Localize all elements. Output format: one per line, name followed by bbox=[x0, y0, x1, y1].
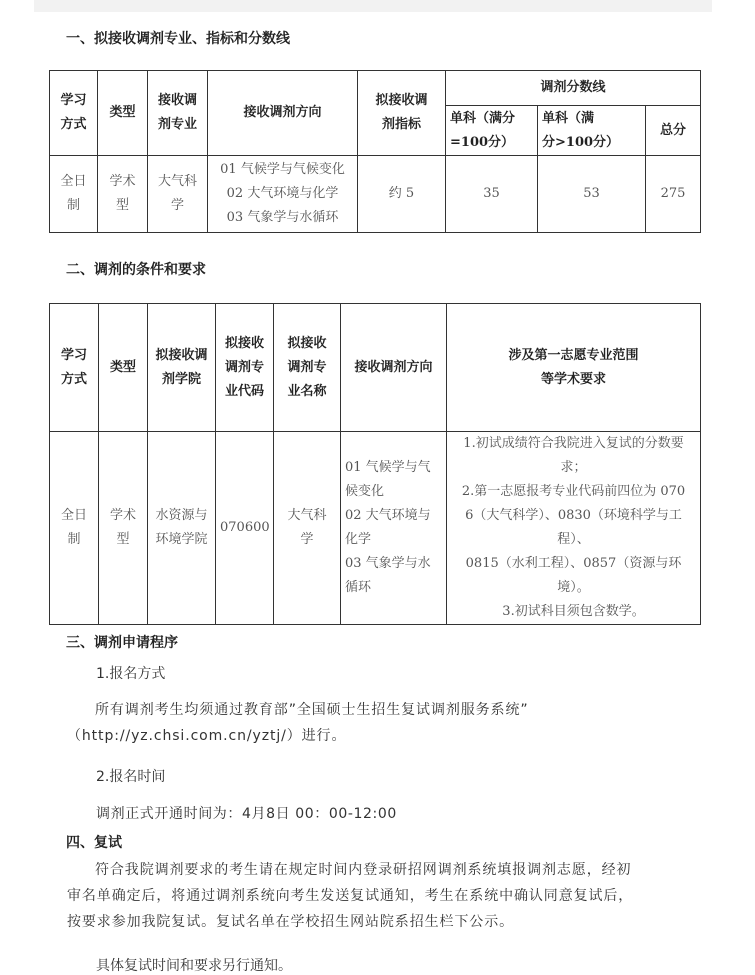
header-study-mode-2: 学习 方式 bbox=[50, 304, 99, 432]
cell-directions-2: 01 气候学与气 候变化 02 大气环境与 化学 03 气象学与水 循环 bbox=[341, 432, 447, 625]
header-requirements: 涉及第一志愿专业范围 等学术要求 bbox=[447, 304, 701, 432]
section3-heading: 三、调剂申请程序 bbox=[66, 635, 178, 651]
cell-college: 水资源与 环境学院 bbox=[148, 432, 216, 625]
cell-quota: 约 5 bbox=[358, 156, 446, 233]
cell-type: 学术 型 bbox=[98, 156, 148, 233]
subheading-registration-time: 2.报名时间 bbox=[96, 769, 166, 785]
cell-type-2: 学术 型 bbox=[99, 432, 148, 625]
table-quota bbox=[49, 70, 701, 233]
cell-single-100: 35 bbox=[446, 156, 538, 233]
cell-code: 070600 bbox=[216, 432, 274, 625]
cell-requirements: 1.初试成绩符合我院进入复试的分数要 求； 2.第一志愿报考专业代码前四位为 070 6（大气科学）、0830（环境科学与工程）、 0815（水利工程）、0857（资源与环境）。 3.初试科目须包含数学。 bbox=[447, 432, 701, 625]
registration-time-text: 调剂正式开通时间为：4月8日 00：00-12:00 bbox=[96, 806, 397, 822]
header-type-2: 类型 bbox=[99, 304, 148, 432]
cell-study-mode-2: 全日 制 bbox=[50, 432, 99, 625]
header-code: 拟接收 调剂专 业代码 bbox=[216, 304, 274, 432]
header-quota: 拟接收调 剂指标 bbox=[358, 71, 446, 156]
subheading-registration-method: 1.报名方式 bbox=[96, 666, 166, 682]
cell-major-name: 大气科 学 bbox=[274, 432, 341, 625]
header-score-line: 调剂分数线 bbox=[446, 71, 701, 106]
header-college: 拟接收调 剂学院 bbox=[148, 304, 216, 432]
cell-major: 大气科 学 bbox=[148, 156, 208, 233]
section1-heading: 一、拟接收调剂专业、指标和分数线 bbox=[66, 31, 290, 47]
retest-note: 具体复试时间和要求另行通知。 bbox=[96, 958, 292, 974]
cell-study-mode: 全日 制 bbox=[50, 156, 98, 233]
top-bar bbox=[34, 0, 712, 12]
cell-directions: 01 气候学与气候变化 02 大气环境与化学 03 气象学与水循环 bbox=[208, 156, 358, 233]
header-direction-2: 接收调剂方向 bbox=[341, 304, 447, 432]
header-study-mode: 学习 方式 bbox=[50, 71, 98, 156]
header-single-gt100: 单科（满 分>100分） bbox=[538, 106, 646, 156]
retest-paragraph: 符合我院调剂要求的考生请在规定时间内登录研招网调剂系统填报调剂志愿，经初 审名单确定后，将通过调剂系统向考生发送复试通知，考生在系统中确认同意复试后， 按要求参加我院复试。复试名单在学校招生网站院系招生栏下公示。 bbox=[67, 862, 634, 930]
header-type: 类型 bbox=[98, 71, 148, 156]
table-requirements bbox=[49, 303, 701, 625]
section2-heading: 二、调剂的条件和要求 bbox=[66, 262, 206, 278]
header-total: 总分 bbox=[646, 106, 701, 156]
header-major-name: 拟接收 调剂专 业名称 bbox=[274, 304, 341, 432]
section4-heading: 四、复试 bbox=[66, 835, 122, 851]
header-direction: 接收调剂方向 bbox=[208, 71, 358, 156]
header-major: 接收调 剂专业 bbox=[148, 71, 208, 156]
cell-total: 275 bbox=[646, 156, 701, 233]
registration-paragraph: 所有调剂考生均须通过教育部”全国硕士生招生复试调剂服务系统” （http://yz.chsi.com.cn/yztj/）进行。 bbox=[67, 702, 529, 744]
cell-single-gt100: 53 bbox=[538, 156, 646, 233]
header-single-100: 单科（满分 =100分） bbox=[446, 106, 538, 156]
